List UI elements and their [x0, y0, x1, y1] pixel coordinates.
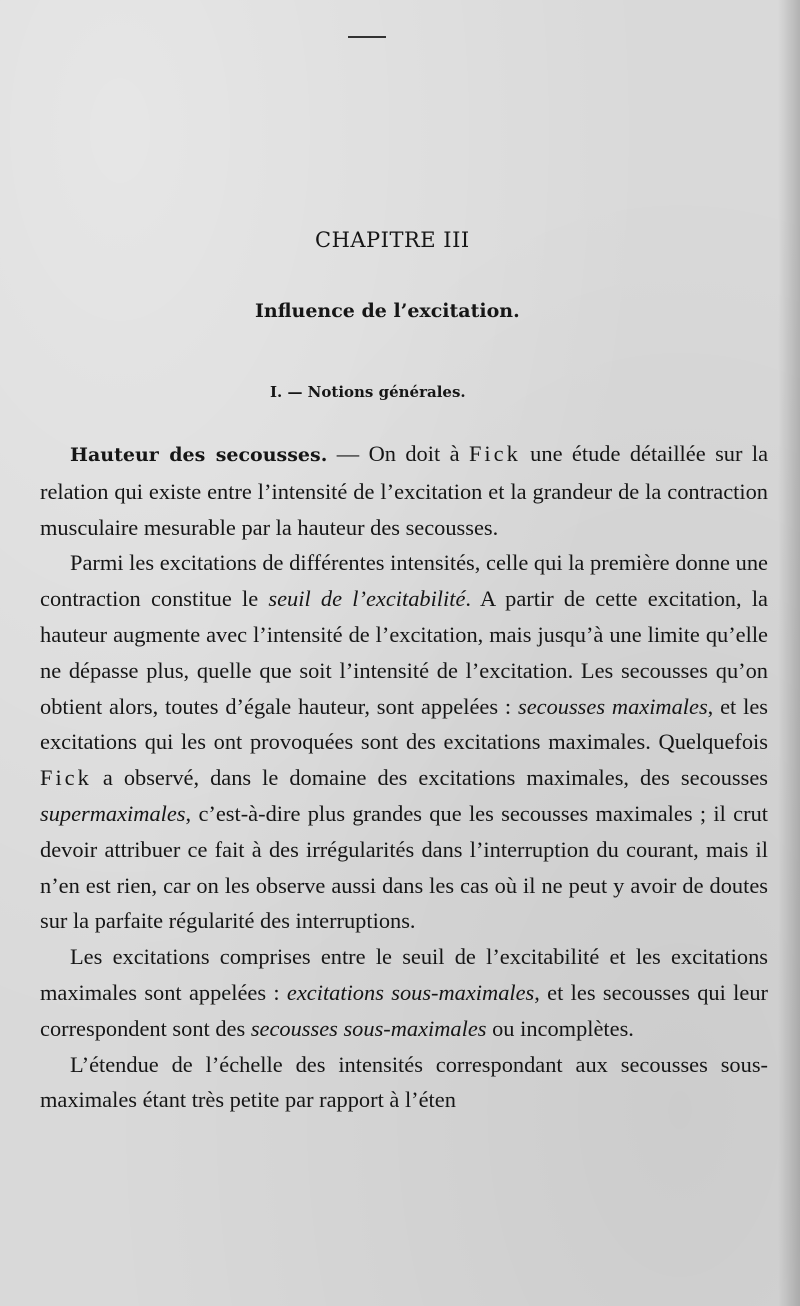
chapter-heading: CHAPITRE III	[315, 228, 470, 252]
text-span: , et les secousses qui leur correspondent sont des	[40, 979, 768, 1041]
text-span: L’étendue de l’échelle des intensités correspondant aux secousses sous-maximales étant très petite par rapport à l’éten	[40, 1051, 768, 1113]
italic-term: excitations sous-maximales	[286, 979, 535, 1005]
text-span: une étude détaillée sur la relation qui existe entre l’intensité de l’excitation et la grandeur de la contraction musculaire mesurable par la hauteur des secousses.	[40, 441, 769, 540]
text-span: a observé, dans le domaine des excitations maximales, des secousses	[91, 765, 768, 791]
chapter-title: Influence de l’excitation.	[255, 300, 520, 322]
text-span: , et les excitations qui les ont provoquées sont des excitations maximales. Quelquefois	[40, 693, 769, 755]
author-name: Fick	[468, 441, 521, 466]
italic-term: secousses maximales	[517, 693, 708, 719]
section-heading: I. — Notions générales.	[270, 383, 466, 401]
body-text	[40, 436, 768, 1118]
text-span: . A partir de cette excitation, la hauteur augmente avec l’intensité de l’excitation, mais jusqu’à une limite qu’elle ne dépasse plus, quelle que soit l’intensité de l’excitation. Les secousses qu’on obtient alors, toutes d’égale hauteur, sont appelées :	[40, 586, 768, 719]
author-name: Fick	[40, 765, 92, 791]
top-rule	[348, 36, 386, 38]
text-span: Les excitations comprises entre le seuil de l’excitabilité et les excitations maximales sont appelées :	[40, 944, 768, 1005]
text-span: , c’est-à-dire plus grandes que les secousses maximales ; il crut devoir attribuer ce fait à des irrégularités dans l’interruption du courant, mais il n’en est rien, car on les observe aussi dans les cas où il ne peut y avoir de doutes sur la parfaite régularité des interruptions.	[40, 800, 768, 934]
paragraph-4	[40, 1047, 768, 1119]
text-span: — On doit à	[327, 441, 469, 466]
paragraph-1	[40, 436, 768, 545]
page-edge-shadow	[778, 0, 800, 1306]
italic-term: seuil de l’excitabilité	[268, 586, 466, 612]
italic-term: supermaximales	[40, 800, 186, 826]
paragraph-3	[40, 939, 768, 1046]
text-span: Parmi les excitations de différentes intensités, celle qui la première donne une contraction constitue le	[40, 550, 768, 612]
text-span: ou incomplètes.	[486, 1015, 634, 1041]
paragraph-2	[40, 545, 768, 939]
italic-term: secousses sous-maximales	[250, 1015, 487, 1041]
paragraph-lead-in: Hauteur des secousses.	[70, 444, 328, 466]
